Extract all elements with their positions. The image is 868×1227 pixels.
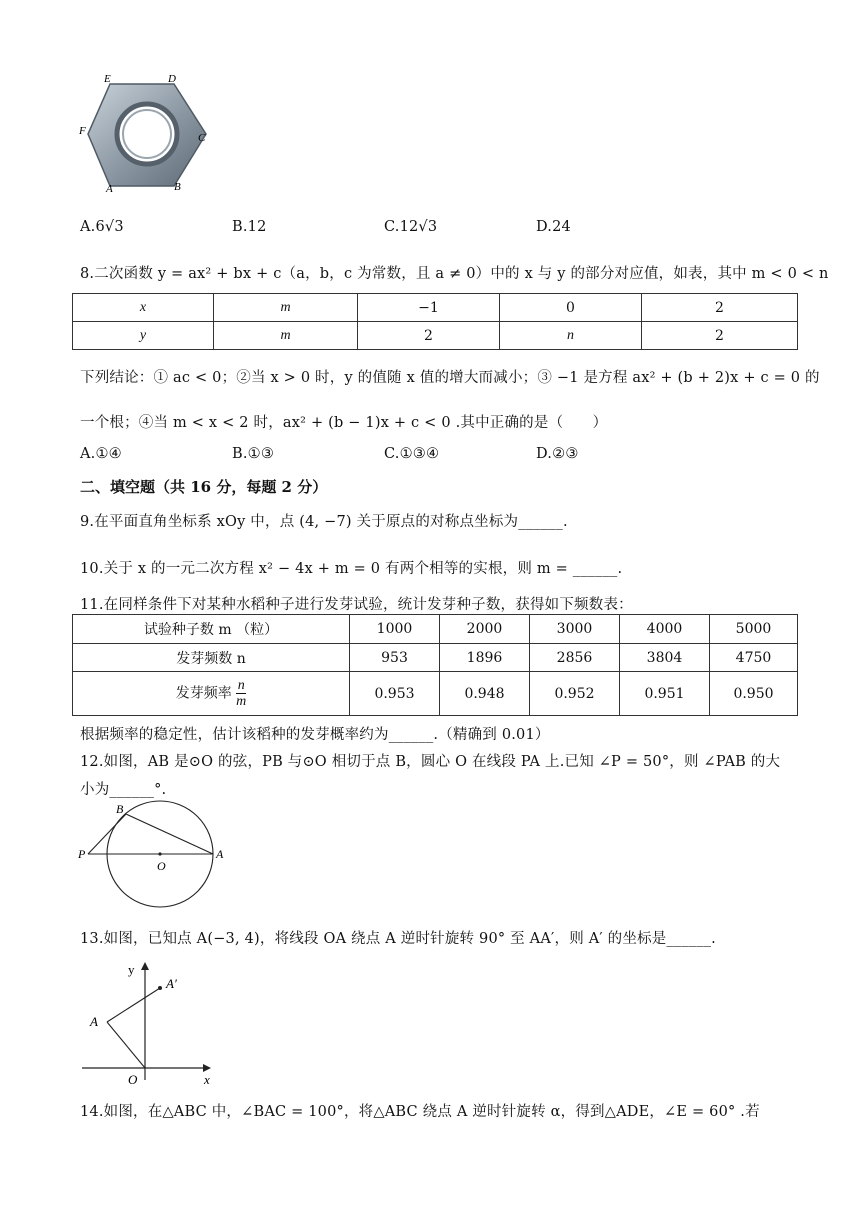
nut-hole xyxy=(117,104,177,164)
q12-line1: 12.如图，AB 是⊙O 的弦，PB 与⊙O 相切于点 B，圆心 O 在线段 PA 上.已知 ∠P = 50°，则 ∠PAB 的大 xyxy=(80,754,781,770)
q11-freq-label: 发芽频率 xyxy=(175,685,232,702)
q11-count-label: 发芽频数 n xyxy=(73,644,350,672)
label-a: A xyxy=(90,1014,98,1029)
q11-cell: 0.952 xyxy=(530,672,620,716)
q8-cell: 2 xyxy=(642,322,798,350)
q8-cell: 0 xyxy=(500,294,642,322)
q7-option-c[interactable]: C.12√3 xyxy=(384,219,438,235)
label-O: O xyxy=(157,859,166,873)
q11-cell: 0.953 xyxy=(350,672,440,716)
q11-tail: 根据频率的稳定性，估计该稻种的发芽概率约为______.（精确到 0.01） xyxy=(80,727,550,743)
section-title: 二、填空题（共 16 分，每题 2 分） xyxy=(80,478,328,496)
q8-row-y xyxy=(73,322,798,350)
q8-cell: m xyxy=(214,322,358,350)
point-a-prime xyxy=(158,986,162,990)
q8-option-b[interactable]: B.①③ xyxy=(232,446,275,462)
nut-label-C: C xyxy=(198,132,206,144)
q9-text: 9.在平面直角坐标系 xOy 中，点 (4, −7) 关于原点的对称点坐标为______. xyxy=(80,514,568,530)
q11-fraction xyxy=(236,678,246,709)
q8-cell: x xyxy=(73,294,214,322)
label-x: x xyxy=(204,1072,210,1087)
nut-label-B: B xyxy=(174,181,181,193)
segment-oa xyxy=(107,1022,145,1068)
nut-label-D: D xyxy=(168,73,176,85)
q8-row-x xyxy=(73,294,798,322)
q8-cell: 2 xyxy=(358,322,500,350)
nut-label-E: E xyxy=(104,73,111,85)
q11-cell: 0.951 xyxy=(620,672,710,716)
nut-label-F: F xyxy=(79,125,86,137)
q7-option-a[interactable]: A.6√3 xyxy=(80,219,124,235)
q8-option-c[interactable]: C.①③④ xyxy=(384,446,440,462)
q10-text: 10.关于 x 的一元二次方程 x² − 4x + m = 0 有两个相等的实根，则 m = ______. xyxy=(80,561,623,577)
label-o: O xyxy=(128,1072,138,1087)
q11-cell: 1896 xyxy=(440,644,530,672)
q11-header-label: 试验种子数 m （粒） xyxy=(73,615,350,644)
q8-conclusions-line2: 一个根；④当 m < x < 2 时，ax² + (b − 1)x + c < 0 .其中正确的是（ ） xyxy=(80,415,608,431)
q8-cell: −1 xyxy=(358,294,500,322)
y-axis-arrow xyxy=(141,962,149,970)
label-A: A xyxy=(216,847,224,861)
q11-row-seeds xyxy=(73,615,798,644)
q11-cell: 4750 xyxy=(710,644,798,672)
q7-option-b[interactable]: B.12 xyxy=(232,219,267,235)
hex-nut-figure xyxy=(76,68,226,198)
q11-cell: 1000 xyxy=(350,615,440,644)
q11-cell: 5000 xyxy=(710,615,798,644)
q8-table xyxy=(72,293,798,350)
q11-table xyxy=(72,614,798,716)
q8-option-a[interactable]: A.①④ xyxy=(80,446,122,462)
q11-row-frequency xyxy=(73,672,798,716)
q13-text: 13.如图，已知点 A(−3, 4)，将线段 OA 绕点 A 逆时针旋转 90° 至 AA′，则 A′ 的坐标是______. xyxy=(80,931,716,947)
q12-line2: 小为______°. xyxy=(80,782,167,798)
q11-cell: 953 xyxy=(350,644,440,672)
segment-aa-prime xyxy=(107,988,160,1022)
nut-label-A: A xyxy=(106,183,113,195)
q11-frac-num: n xyxy=(237,678,245,693)
q8-cell: y xyxy=(73,322,214,350)
q11-cell: 3804 xyxy=(620,644,710,672)
label-P: P xyxy=(78,847,86,861)
q8-cell: 2 xyxy=(642,294,798,322)
center-dot xyxy=(158,852,161,855)
label-y: y xyxy=(128,962,135,977)
circle-tangent-figure xyxy=(76,800,236,910)
q8-cell: m xyxy=(214,294,358,322)
q8-conclusions-line1: 下列结论：① ac < 0；②当 x > 0 时，y 的值随 x 值的增大而减小；③ −1 是方程 ax² + (b + 2)x + c = 0 的 xyxy=(80,370,820,386)
q11-cell: 2856 xyxy=(530,644,620,672)
q14-text: 14.如图，在△ABC 中，∠BAC = 100°，将△ABC 绕点 A 逆时针旋转 α，得到△ADE，∠E = 60° .若 xyxy=(80,1104,760,1120)
q11-stem: 11.在同样条件下对某种水稻种子进行发芽试验，统计发芽种子数，获得如下频数表： xyxy=(80,597,633,613)
q7-option-d[interactable]: D.24 xyxy=(536,219,571,235)
label-a-prime: A′ xyxy=(166,976,177,991)
rotation-figure xyxy=(76,958,226,1090)
q11-cell: 0.950 xyxy=(710,672,798,716)
q8-stem: 8.二次函数 y = ax² + bx + c（a，b，c 为常数，且 a ≠ 0）中的 x 与 y 的部分对应值，如表，其中 m < 0 < n xyxy=(80,266,829,282)
q11-cell: 3000 xyxy=(530,615,620,644)
q11-freq-label-cell xyxy=(73,672,350,716)
x-axis-arrow xyxy=(203,1064,211,1072)
q11-row-count xyxy=(73,644,798,672)
q11-cell: 2000 xyxy=(440,615,530,644)
label-B: B xyxy=(116,802,124,816)
q8-cell: n xyxy=(500,322,642,350)
q8-option-d[interactable]: D.②③ xyxy=(536,446,579,462)
q11-frac-den: m xyxy=(236,694,247,709)
q11-cell: 4000 xyxy=(620,615,710,644)
q11-cell: 0.948 xyxy=(440,672,530,716)
